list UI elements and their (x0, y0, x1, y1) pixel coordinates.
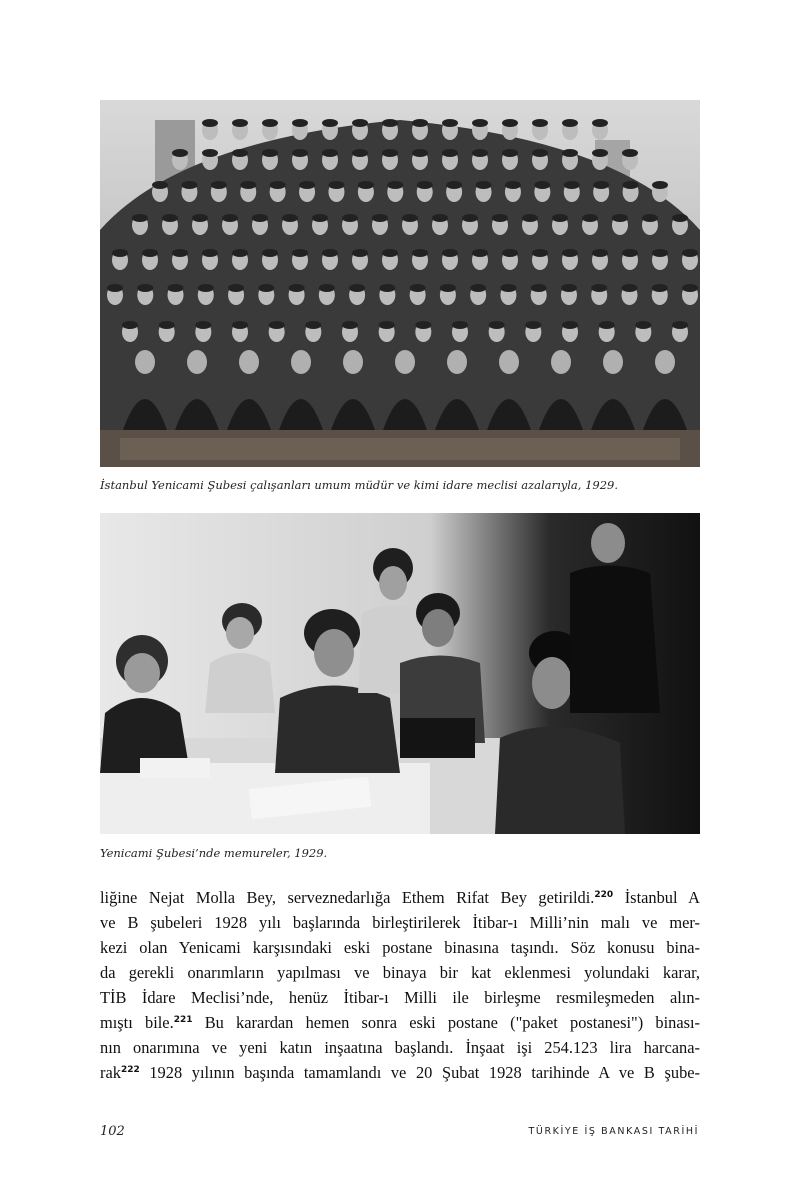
person-hair (282, 214, 298, 222)
person-hair (142, 249, 158, 257)
person-hair (162, 214, 178, 222)
person-hair (417, 181, 433, 189)
person-hair (592, 249, 608, 257)
text-line: ve B şubeleri 1928 yılı başlarında birleştirilerek İtibar-ı Milli’nin malı ve mer- (100, 913, 700, 932)
person-hair (192, 214, 208, 222)
person-head (343, 350, 363, 374)
person-hair (442, 149, 458, 157)
person-hair (532, 119, 548, 127)
person-head (239, 350, 259, 374)
text-segment: liğine Nejat Molla Bey, serveznedarlığa Ethem Rifat Bey getirildi. (100, 888, 595, 907)
person-hair (202, 119, 218, 127)
person-hair (462, 214, 478, 222)
person-hair (635, 321, 651, 329)
person-hair (289, 284, 305, 292)
person-hair (262, 149, 278, 157)
text-line (100, 1010, 700, 1035)
person-hair (258, 284, 274, 292)
person-hair (292, 149, 308, 157)
text-segment: rak (100, 1063, 121, 1082)
person-hair (232, 249, 248, 257)
person-hair (562, 149, 578, 157)
person-hair (228, 284, 244, 292)
person-hair (582, 214, 598, 222)
person-hair (623, 181, 639, 189)
person-hair (232, 119, 248, 127)
figure-caption-2: Yenicami Şubesi’nde memureler, 1929. (100, 846, 328, 860)
person-head (655, 350, 675, 374)
person-hair (305, 321, 321, 329)
person-hair (168, 284, 184, 292)
text-line: nın onarımına ve yeni katın inşaatına başlandı. İnşaat işi 254.123 lira harcana- (100, 1038, 700, 1057)
person-hair (312, 214, 328, 222)
person-hair (349, 284, 365, 292)
person-head (603, 350, 623, 374)
person-hair (292, 119, 308, 127)
person-hair (352, 149, 368, 157)
person-hair (593, 181, 609, 189)
person-hair (476, 181, 492, 189)
person-hair (252, 214, 268, 222)
person-hair (442, 249, 458, 257)
person-hair (195, 321, 211, 329)
person-hair (561, 284, 577, 292)
clerks-photo (100, 513, 700, 834)
person-hair (322, 249, 338, 257)
person-hair (222, 214, 238, 222)
person-head (135, 350, 155, 374)
person-hair (152, 181, 168, 189)
body-paragraph (100, 885, 700, 1085)
person-hair (240, 181, 256, 189)
person-hair (181, 181, 197, 189)
person-hair (592, 119, 608, 127)
person-hair (352, 249, 368, 257)
person-hair (622, 249, 638, 257)
person-hair (672, 214, 688, 222)
person-hair (534, 181, 550, 189)
text-line: TİB İdare Meclisi’nde, henüz İtibar-ı Milli ile birleşme resmileşmeden alın- (100, 988, 700, 1007)
person-hair (682, 284, 698, 292)
person-head (291, 350, 311, 374)
person-hair (211, 181, 227, 189)
person-hair (379, 284, 395, 292)
person-hair (502, 249, 518, 257)
person-hair (562, 119, 578, 127)
person-hair (202, 149, 218, 157)
text-line (100, 1060, 700, 1085)
person-hair (492, 214, 508, 222)
person-hair (412, 119, 428, 127)
person-hair (452, 321, 468, 329)
person-hair (505, 181, 521, 189)
person-hair (621, 284, 637, 292)
person-hair (552, 214, 568, 222)
person-hair (502, 119, 518, 127)
person-hair (112, 249, 128, 257)
person-hair (562, 321, 578, 329)
person-hair (402, 214, 418, 222)
person-hair (531, 284, 547, 292)
person-hair (489, 321, 505, 329)
person-hair (446, 181, 462, 189)
person-hair (442, 119, 458, 127)
person-hair (592, 149, 608, 157)
person-hair (342, 214, 358, 222)
footnote-ref-220[interactable]: 220 (594, 890, 614, 900)
person-hair (472, 149, 488, 157)
footnote-ref-222[interactable]: 222 (120, 1065, 140, 1075)
person-hair (358, 181, 374, 189)
person-hair (172, 249, 188, 257)
text-segment: Bu karardan hemen sonra eski postane ("paket postanesi") binası- (192, 1013, 700, 1032)
person-head (499, 350, 519, 374)
person-hair (599, 321, 615, 329)
group-photo-image (100, 100, 700, 467)
person-head (551, 350, 571, 374)
person-hair (379, 321, 395, 329)
person-hair (269, 321, 285, 329)
person-hair (122, 321, 138, 329)
person-hair (202, 249, 218, 257)
figure-caption-1: İstanbul Yenicami Şubesi çalışanları umum müdür ve kimi idare meclisi azalarıyla, 1929. (100, 478, 619, 492)
person-hair (652, 284, 668, 292)
person-hair (642, 214, 658, 222)
person-hair (132, 214, 148, 222)
person-hair (352, 119, 368, 127)
person-hair (562, 249, 578, 257)
person-hair (387, 181, 403, 189)
person-hair (652, 249, 668, 257)
person-hair (232, 321, 248, 329)
person-hair (470, 284, 486, 292)
person-hair (319, 284, 335, 292)
person-hair (322, 119, 338, 127)
person-hair (532, 149, 548, 157)
text-line: da gerekli onarımların yapılması ve binaya bir kat eklenmesi yolundaki karar, (100, 963, 700, 982)
person-hair (612, 214, 628, 222)
person-hair (622, 149, 638, 157)
person-hair (440, 284, 456, 292)
person-hair (410, 284, 426, 292)
person-hair (107, 284, 123, 292)
person-hair (382, 249, 398, 257)
person-hair (672, 321, 688, 329)
person-hair (472, 119, 488, 127)
person-hair (432, 214, 448, 222)
person-hair (682, 249, 698, 257)
person-hair (500, 284, 516, 292)
person-hair (292, 249, 308, 257)
person-hair (322, 149, 338, 157)
person-hair (232, 149, 248, 157)
person-hair (412, 149, 428, 157)
page-number: 102 (100, 1124, 125, 1139)
person-hair (328, 181, 344, 189)
text-segment: İstanbul A (613, 888, 700, 907)
person-hair (412, 249, 428, 257)
person-hair (137, 284, 153, 292)
text-segment: 1928 yılının başında tamamlandı ve 20 Şubat 1928 tarihinde A ve B şube- (139, 1063, 700, 1082)
person-head (395, 350, 415, 374)
person-hair (372, 214, 388, 222)
person-hair (382, 119, 398, 127)
running-head: TÜRKİYE İŞ BANKASI TARİHİ (528, 1126, 699, 1137)
text-segment: mıştı bile. (100, 1013, 174, 1032)
person-head (187, 350, 207, 374)
person-hair (522, 214, 538, 222)
person-hair (532, 249, 548, 257)
footnote-ref-221[interactable]: 221 (173, 1015, 193, 1025)
text-line (100, 885, 700, 910)
person-hair (502, 149, 518, 157)
person-hair (262, 119, 278, 127)
person-hair (342, 321, 358, 329)
clerks-photo-image (100, 513, 700, 834)
person-hair (564, 181, 580, 189)
person-hair (172, 149, 188, 157)
person-hair (270, 181, 286, 189)
person-hair (198, 284, 214, 292)
person-head (447, 350, 467, 374)
text-line: kezi olan Yenicami karşısındaki eski postane binasına taşındı. Söz konusu bina- (100, 938, 700, 957)
person-hair (591, 284, 607, 292)
person-hair (299, 181, 315, 189)
person-hair (472, 249, 488, 257)
person-hair (382, 149, 398, 157)
person-hair (652, 181, 668, 189)
person-hair (159, 321, 175, 329)
person-hair (415, 321, 431, 329)
person-hair (525, 321, 541, 329)
group-photo (100, 100, 700, 467)
person-hair (262, 249, 278, 257)
